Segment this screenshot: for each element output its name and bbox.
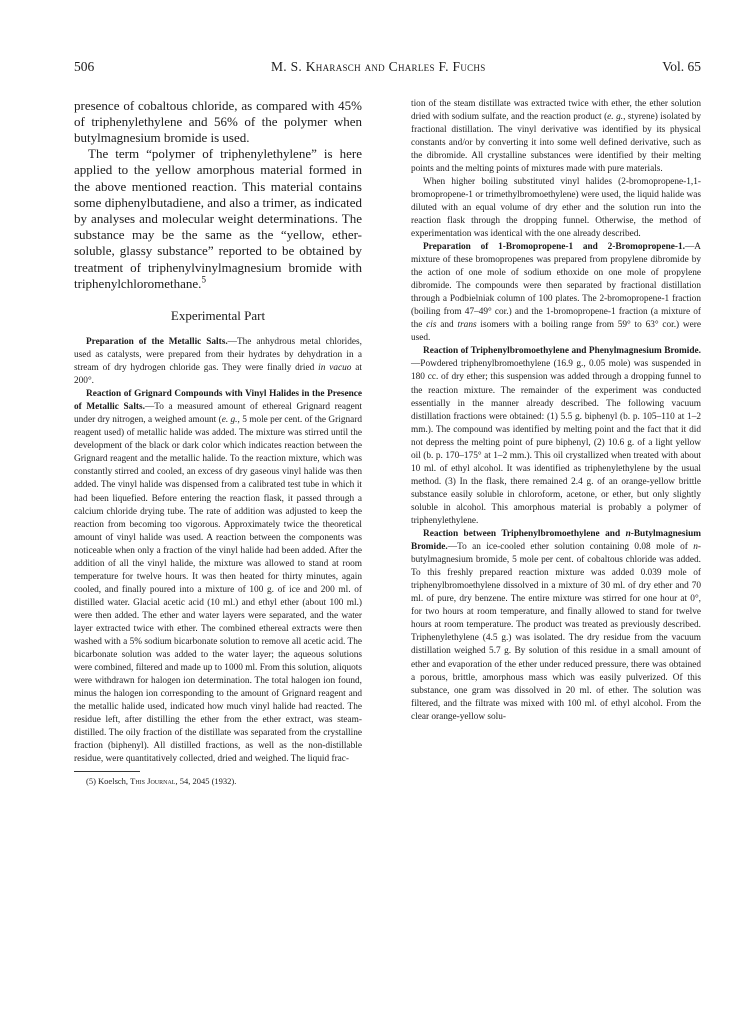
paragraph-body: —A mixture of these bromopropenes was prepared from propylene dibromide by the action of one mole of sodium ethoxide on one mole of propylene dibromide. The compounds were then separated by fractional distillation through a Podbielniak column of 100 plates. The 2-bromopropene-1 fraction (boiling from 47–49° cor.) and the 1-bromopropene-1 fraction (a mixture of the [411,242,701,331]
heading-part-tail: -Butylmagnesium Bromide. [411,529,701,553]
paragraph-body: —To a measured amount of ethereal Grignard reagent under dry nitrogen, a weighed amount ( [74,402,362,426]
running-head-authors: M. S. Kharasch and Charles F. Fuchs [270,59,486,74]
paragraph-body: —Powdered triphenylbromoethylene (16.9 g., 0.05 mole) was suspended in 180 cc. of dry ether; this suspension was added through a dropping funnel to the reaction mixture. The remainder of the experiment was conducted essentially in the manner already described. The following vacuum distillation fractions were obtained: (1) 5.5 g. biphenyl (b. p. 105–110 at 1–2 mm.). The compound was identified by melting point and the fact that it did not depress the melting point of pure biphenyl, (2) 10.6 g. of a light yellow oil (b. p. 170–175° at 1–2 mm.). This oil crystallized when treated with about 10 ml. of ethyl alcohol. It was identified as triphenylethylene by the usual method. (3) In the flask, there remained 2.4 g. of an orange-yellow brittle substance easily soluble in chloroform, acetone, or ether, but only slightly soluble in alcohol. This amorphous material is probably a polymer of triphenylethylene. [411,359,701,526]
section-title: Experimental Part [170,307,266,323]
paragraph-body-tail: , 5 mole per cent. of the Grignard reagent used) of metallic halide was added. The mixture was stirred until the development of the black or dark color which indicates reaction between the Grignard reagent and the metallic halide. To the reaction mixture, which was constantly stirred and cooled, an excess of dry gaseous vinyl halide was then added. The vinyl halide was dispensed from a calibrated test tube in which it had been liquefied. Before entering the reaction flask, it passed through a calcium chloride drying tube. The rate of addition was adjusted to keep the reaction from becoming too vigorous. Approximately twice the theoretical amount of vinyl halide was used. A reaction between the components was noticeable when only a fraction of the vinyl halide had been added. After the addition of all the vinyl halide, the mixture was allowed to stand at room temperature for twelve hours. It was then heated for thirty minutes, again cooled, and finally poured into a mixture of 100 g. of ice and 200 ml. of distilled water. Glacial acetic acid (10 ml.) and ethyl ether (about 100 ml.) were then added. The ether and water layers were separated, and the water layer extracted twice with ether. The combined ethereal extracts were then washed with a 5% sodium bicarbonate solution to remove all acetic acid. The bicarbonate solution was added to the water layer; the aqueous solutions were combined, filtered and made up to 1000 ml. From this solution, aliquots were withdrawn for halogen ion determination. The total halogen ion found, minus the halogen ion corresponding to the amount of Grignard reagent and the metallic halide used, indicated how much vinyl halide had reacted. The residue left, after distilling the ether from the ether extract, was steam-distilled. The oily fraction of the distillate was separated from the crystalline fraction (biphenyl). All distilled fractions, as well as the non-distillable residue, were quantitatively collected, dried and weighed. The liquid frac- [74,415,362,765]
paragraph-body-tail: isomers with a boiling range from 59° to 63° cor.) were used. [411,320,701,344]
paragraph-heading: Preparation of 1-Bromopropene-1 and 2-Bromopropene-1. [423,242,685,253]
body-columns [74,98,701,788]
italic-term: e. g. [607,111,624,122]
footnote-journal: This Journal [130,776,176,787]
intro-paragraph-2 [74,146,362,292]
paragraph-body: —The anhydrous metal chlorides, used as catalysts, were prepared from their hydrates by dehydration in a stream of dry hydrogen chloride gas. They were finally dried [74,336,362,374]
paragraph-butylmagnesium [411,528,701,724]
paragraph-metallic-salts [74,336,362,388]
volume-label: Vol. 65 [662,59,701,74]
left-column [74,98,362,788]
intro-text [74,98,362,292]
paragraph-body-tail: -butylmagnesium bromide, 5 mole per cent. of cobaltous chloride was added. To this freshly prepared reaction mixture was added 0.039 mole of triphenylbromoethylene dissolved in a mixture of 30 ml. of dry ether and 70 ml. of pure, dry benzene. The entire mixture was stirred for one hour at 0°, for two hours at room temperature, and finally allowed to stand for twelve hours at room temperature. The product was treated as previously described. Triphenylethylene (4.5 g.) was isolated. The dry residue from the vacuum distillation weighed 5.7 g. By solution of this residue in a small amount of ether and evaporation of the ether under reduced pressure, there was obtained a porous, brittle, amorphous mass which was easily pulverized. Of this substance, one gram was dissolved in 20 ml. of ether. The solution was filtered, and the filtrate was mixed with 100 ml. of ethyl alcohol. From the clear orange-yellow solu- [411,542,701,722]
footnote-citation: , 54, 2045 (1932). [175,776,237,787]
paragraph-heading: Reaction of Triphenylbromoethylene and Phenylmagnesium Bromide. [423,346,701,357]
italic-term: in vacuo [318,363,352,374]
intro-paragraph-2-text: The term “polymer of triphenylethylene” is here applied to the yellow amorphous material formed in the above mentioned reaction. This material contains some diphenylbutadiene, and also a trimer, as indicated by analyses and molecular weight determinations. The substance may be the same as the “yellow, ether-soluble, glassy substance” reported to be obtained by treatment of triphenylvinylmagnesium bromide with triphenylchloromethane. [74,146,362,291]
experimental-left-text [74,336,362,767]
italic-term-cis: cis [426,320,437,331]
footnote-5 [74,776,362,787]
heading-part: Reaction between Triphenylbromoethylene and [423,529,626,540]
paragraph-body-tail: at 200°. [74,363,362,387]
running-head [74,60,701,74]
paragraph-body-tail: , styrene) isolated by fractional distillation. The vinyl derivative was identified by its physical constants and/or by converting it into some well defined derivative, such as the dibromide. All crystalline substances were identified by their melting points and the melting points of mixtures made with pure materials. [411,111,701,174]
paragraph-conjunction: and [436,320,458,331]
paragraph-grignard-vinyl [74,388,362,766]
paragraph-phenylmagnesium [411,345,701,528]
intro-paragraph-1: presence of cobaltous chloride, as compared with 45% of triphenylethylene and 56% of the polymer when butylmagnesium bromide is used. [74,97,362,145]
footnote-divider [74,771,140,772]
italic-term-trans: trans [457,320,477,331]
paragraph-body: tion of the steam distillate was extracted twice with ether, the ether solution dried with sodium sulfate, and the reaction product ( [411,98,701,122]
heading-italic: n [625,529,631,540]
paragraph-higher-boiling: When higher boiling substituted vinyl halides (2-bromopropene-1,1-bromopropene-1 or trimethylbromoethylene) were used, the liquid halide was diluted with an equal volume of dry ether and the solution run into the reaction flask through the dropping funnel. Otherwise, the method of experimentation was identical with the one already described. [411,176,701,239]
paragraph-continuation [411,98,701,176]
paragraph-bromopropene [411,241,701,345]
footnote-number: (5) [86,776,96,787]
footnote-ref-5[interactable]: 5 [201,274,206,285]
paragraph-heading: Preparation of the Metallic Salts. [86,336,228,347]
page-number: 506 [74,59,95,74]
paragraph-body: —To an ice-cooled ether solution containing 0.08 mole of [447,542,694,553]
right-column [411,98,701,788]
paragraph-heading: Reaction of Grignard Compounds with Vinyl Halides in the Presence of Metallic Salts. [74,389,362,413]
footnote-author: Koelsch, [98,776,131,787]
italic-term: n [693,542,698,553]
italic-term: e. g. [221,415,238,426]
